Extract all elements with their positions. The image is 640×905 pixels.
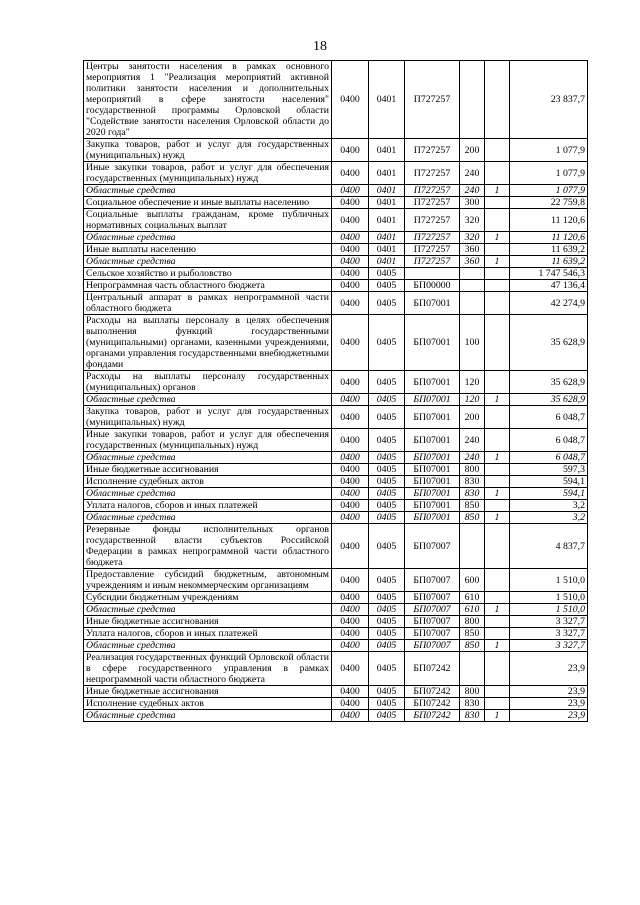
expense-type-cell: 120	[460, 394, 485, 406]
target-article-cell: БП07242	[405, 652, 460, 686]
expense-type-cell: 850	[460, 512, 485, 524]
expense-type-cell	[460, 524, 485, 569]
expense-type-cell	[460, 292, 485, 315]
table-row	[84, 256, 588, 268]
row-name-cell: Центры занятости населения в рамках основного мероприятия 1 "Реализация мероприятий активной политики занятости населения и дополнительных мероприятий в сфере занятости населения" государственной программы Орловской области "Содействие занятости населения Орловской области до 2020 года"	[84, 61, 332, 139]
subsection-code-cell: 0405	[369, 268, 405, 280]
target-article-cell: БП07001	[405, 292, 460, 315]
row-name-cell: Иные бюджетные ассигнования	[84, 616, 332, 628]
section-code-cell: 0400	[332, 429, 369, 452]
row-name-cell: Иные бюджетные ассигнования	[84, 686, 332, 698]
subsection-code-cell: 0405	[369, 710, 405, 722]
funding-source-cell	[485, 476, 510, 488]
funding-source-cell	[485, 429, 510, 452]
amount-cell: 6 048,7	[510, 452, 588, 464]
section-code-cell: 0400	[332, 604, 369, 616]
table-row	[84, 315, 588, 371]
row-name-cell: Иные закупки товаров, работ и услуг для обеспечения государственных (муниципальных) нужд	[84, 162, 332, 185]
section-code-cell: 0400	[332, 232, 369, 244]
row-name-cell: Субсидии бюджетным учреждениям	[84, 592, 332, 604]
amount-cell: 1 077,9	[510, 185, 588, 197]
subsection-code-cell: 0401	[369, 232, 405, 244]
section-code-cell: 0400	[332, 61, 369, 139]
section-code-cell: 0400	[332, 139, 369, 162]
funding-source-cell	[485, 162, 510, 185]
amount-cell: 3,2	[510, 500, 588, 512]
row-name-cell: Областные средства	[84, 640, 332, 652]
target-article-cell: БП07001	[405, 464, 460, 476]
funding-source-cell: 1	[485, 488, 510, 500]
row-name-cell: Областные средства	[84, 710, 332, 722]
amount-cell: 23,9	[510, 710, 588, 722]
table-row	[84, 604, 588, 616]
target-article-cell: БП07007	[405, 616, 460, 628]
table-row	[84, 232, 588, 244]
target-article-cell: П727257	[405, 197, 460, 209]
target-article-cell: П727257	[405, 185, 460, 197]
subsection-code-cell: 0401	[369, 162, 405, 185]
funding-source-cell	[485, 616, 510, 628]
subsection-code-cell: 0401	[369, 197, 405, 209]
row-name-cell: Иные бюджетные ассигнования	[84, 464, 332, 476]
amount-cell: 11 639,2	[510, 256, 588, 268]
section-code-cell: 0400	[332, 652, 369, 686]
table-row	[84, 452, 588, 464]
target-article-cell: БП07007	[405, 640, 460, 652]
target-article-cell: БП07007	[405, 524, 460, 569]
subsection-code-cell: 0405	[369, 476, 405, 488]
section-code-cell: 0400	[332, 406, 369, 429]
row-name-cell: Закупка товаров, работ и услуг для государственных (муниципальных) нужд	[84, 139, 332, 162]
budget-table	[83, 60, 588, 722]
funding-source-cell: 1	[485, 394, 510, 406]
table-row	[84, 197, 588, 209]
section-code-cell: 0400	[332, 464, 369, 476]
subsection-code-cell: 0405	[369, 698, 405, 710]
table-row	[84, 569, 588, 592]
section-code-cell: 0400	[332, 569, 369, 592]
section-code-cell: 0400	[332, 710, 369, 722]
funding-source-cell: 1	[485, 710, 510, 722]
subsection-code-cell: 0401	[369, 209, 405, 232]
section-code-cell: 0400	[332, 512, 369, 524]
table-row	[84, 268, 588, 280]
amount-cell: 35 628,9	[510, 371, 588, 394]
table-row	[84, 406, 588, 429]
table-row	[84, 464, 588, 476]
table-row	[84, 280, 588, 292]
funding-source-cell	[485, 698, 510, 710]
amount-cell: 3 327,7	[510, 616, 588, 628]
funding-source-cell	[485, 139, 510, 162]
subsection-code-cell: 0405	[369, 406, 405, 429]
funding-source-cell	[485, 292, 510, 315]
amount-cell: 3 327,7	[510, 628, 588, 640]
section-code-cell: 0400	[332, 394, 369, 406]
expense-type-cell: 320	[460, 209, 485, 232]
expense-type-cell	[460, 61, 485, 139]
funding-source-cell	[485, 628, 510, 640]
target-article-cell: БП07007	[405, 604, 460, 616]
expense-type-cell: 850	[460, 628, 485, 640]
row-name-cell: Областные средства	[84, 512, 332, 524]
expense-type-cell: 830	[460, 698, 485, 710]
expense-type-cell: 200	[460, 406, 485, 429]
target-article-cell: БП00000	[405, 280, 460, 292]
funding-source-cell	[485, 592, 510, 604]
amount-cell: 23,9	[510, 686, 588, 698]
expense-type-cell: 610	[460, 604, 485, 616]
table-row	[84, 162, 588, 185]
amount-cell: 35 628,9	[510, 394, 588, 406]
amount-cell: 22 759,8	[510, 197, 588, 209]
table-row	[84, 652, 588, 686]
funding-source-cell	[485, 524, 510, 569]
table-row	[84, 524, 588, 569]
subsection-code-cell: 0401	[369, 256, 405, 268]
target-article-cell: БП07001	[405, 315, 460, 371]
table-row	[84, 698, 588, 710]
target-article-cell: БП07001	[405, 429, 460, 452]
subsection-code-cell: 0401	[369, 61, 405, 139]
target-article-cell: П727257	[405, 232, 460, 244]
row-name-cell: Уплата налогов, сборов и иных платежей	[84, 628, 332, 640]
subsection-code-cell: 0405	[369, 464, 405, 476]
amount-cell: 35 628,9	[510, 315, 588, 371]
row-name-cell: Иные закупки товаров, работ и услуг для обеспечения государственных (муниципальных) нужд	[84, 429, 332, 452]
row-name-cell: Непрограммная часть областного бюджета	[84, 280, 332, 292]
amount-cell: 1 077,9	[510, 162, 588, 185]
section-code-cell: 0400	[332, 698, 369, 710]
target-article-cell: БП07001	[405, 394, 460, 406]
section-code-cell: 0400	[332, 628, 369, 640]
section-code-cell: 0400	[332, 197, 369, 209]
row-name-cell: Областные средства	[84, 604, 332, 616]
table-row	[84, 394, 588, 406]
table-row	[84, 429, 588, 452]
row-name-cell: Социальное обеспечение и иные выплаты населению	[84, 197, 332, 209]
expense-type-cell: 320	[460, 232, 485, 244]
row-name-cell: Областные средства	[84, 452, 332, 464]
expense-type-cell: 200	[460, 139, 485, 162]
section-code-cell: 0400	[332, 488, 369, 500]
funding-source-cell	[485, 406, 510, 429]
amount-cell: 1 077,9	[510, 139, 588, 162]
amount-cell: 1 510,0	[510, 569, 588, 592]
expense-type-cell: 830	[460, 710, 485, 722]
target-article-cell: БП07001	[405, 500, 460, 512]
amount-cell: 594,1	[510, 476, 588, 488]
funding-source-cell	[485, 464, 510, 476]
subsection-code-cell: 0405	[369, 652, 405, 686]
section-code-cell: 0400	[332, 268, 369, 280]
section-code-cell: 0400	[332, 500, 369, 512]
amount-cell: 23,9	[510, 652, 588, 686]
amount-cell: 3,2	[510, 512, 588, 524]
amount-cell: 1 510,0	[510, 592, 588, 604]
amount-cell: 4 837,7	[510, 524, 588, 569]
funding-source-cell	[485, 280, 510, 292]
target-article-cell: П727257	[405, 244, 460, 256]
expense-type-cell: 240	[460, 452, 485, 464]
target-article-cell: БП07001	[405, 476, 460, 488]
target-article-cell: П727257	[405, 139, 460, 162]
target-article-cell: БП07001	[405, 371, 460, 394]
row-name-cell: Реализация государственных функций Орловской области в сфере государственного управления в рамках непрограммной части областного бюджета	[84, 652, 332, 686]
funding-source-cell: 1	[485, 185, 510, 197]
amount-cell: 594,1	[510, 488, 588, 500]
subsection-code-cell: 0405	[369, 616, 405, 628]
target-article-cell: БП07242	[405, 710, 460, 722]
row-name-cell: Областные средства	[84, 232, 332, 244]
table-row	[84, 628, 588, 640]
table-row	[84, 710, 588, 722]
section-code-cell: 0400	[332, 256, 369, 268]
target-article-cell: БП07007	[405, 628, 460, 640]
subsection-code-cell: 0405	[369, 488, 405, 500]
table-row	[84, 292, 588, 315]
section-code-cell: 0400	[332, 185, 369, 197]
row-name-cell: Социальные выплаты гражданам, кроме публичных нормативных социальных выплат	[84, 209, 332, 232]
table-row	[84, 592, 588, 604]
section-code-cell: 0400	[332, 524, 369, 569]
expense-type-cell: 830	[460, 476, 485, 488]
amount-cell: 23 837,7	[510, 61, 588, 139]
subsection-code-cell: 0405	[369, 452, 405, 464]
funding-source-cell	[485, 61, 510, 139]
row-name-cell: Исполнение судебных актов	[84, 698, 332, 710]
amount-cell: 42 274,9	[510, 292, 588, 315]
section-code-cell: 0400	[332, 162, 369, 185]
expense-type-cell: 600	[460, 569, 485, 592]
funding-source-cell: 1	[485, 452, 510, 464]
section-code-cell: 0400	[332, 476, 369, 488]
table-row	[84, 640, 588, 652]
expense-type-cell: 100	[460, 315, 485, 371]
funding-source-cell	[485, 652, 510, 686]
row-name-cell: Областные средства	[84, 488, 332, 500]
section-code-cell: 0400	[332, 452, 369, 464]
expense-type-cell: 240	[460, 429, 485, 452]
target-article-cell: П727257	[405, 209, 460, 232]
target-article-cell: БП07001	[405, 512, 460, 524]
table-row	[84, 512, 588, 524]
page-number: 18	[313, 39, 327, 54]
row-name-cell: Расходы на выплаты персоналу в целях обеспечения выполнения функций государственными (муниципальными) органами, казенными учреждениями, органами управления государственными внебюджетными фондами	[84, 315, 332, 371]
table-row	[84, 488, 588, 500]
row-name-cell: Областные средства	[84, 185, 332, 197]
expense-type-cell: 300	[460, 197, 485, 209]
target-article-cell: БП07001	[405, 488, 460, 500]
amount-cell: 47 136,4	[510, 280, 588, 292]
subsection-code-cell: 0401	[369, 185, 405, 197]
section-code-cell: 0400	[332, 292, 369, 315]
funding-source-cell: 1	[485, 256, 510, 268]
funding-source-cell	[485, 569, 510, 592]
target-article-cell: П727257	[405, 256, 460, 268]
table-row	[84, 616, 588, 628]
subsection-code-cell: 0405	[369, 292, 405, 315]
expense-type-cell: 360	[460, 256, 485, 268]
expense-type-cell: 800	[460, 686, 485, 698]
section-code-cell: 0400	[332, 686, 369, 698]
subsection-code-cell: 0405	[369, 315, 405, 371]
subsection-code-cell: 0405	[369, 512, 405, 524]
section-code-cell: 0400	[332, 592, 369, 604]
table-row	[84, 476, 588, 488]
subsection-code-cell: 0405	[369, 592, 405, 604]
expense-type-cell: 850	[460, 500, 485, 512]
expense-type-cell	[460, 280, 485, 292]
funding-source-cell	[485, 209, 510, 232]
funding-source-cell	[485, 500, 510, 512]
expense-type-cell	[460, 652, 485, 686]
funding-source-cell: 1	[485, 604, 510, 616]
subsection-code-cell: 0405	[369, 524, 405, 569]
amount-cell: 11 639,2	[510, 244, 588, 256]
target-article-cell: БП07001	[405, 452, 460, 464]
subsection-code-cell: 0405	[369, 604, 405, 616]
row-name-cell: Расходы на выплаты персоналу государственных (муниципальных) органов	[84, 371, 332, 394]
section-code-cell: 0400	[332, 280, 369, 292]
row-name-cell: Закупка товаров, работ и услуг для государственных (муниципальных) нужд	[84, 406, 332, 429]
row-name-cell: Сельское хозяйство и рыболовство	[84, 268, 332, 280]
subsection-code-cell: 0401	[369, 244, 405, 256]
subsection-code-cell: 0405	[369, 686, 405, 698]
amount-cell: 6 048,7	[510, 429, 588, 452]
row-name-cell: Уплата налогов, сборов и иных платежей	[84, 500, 332, 512]
expense-type-cell: 120	[460, 371, 485, 394]
row-name-cell: Иные выплаты населению	[84, 244, 332, 256]
subsection-code-cell: 0405	[369, 640, 405, 652]
target-article-cell: БП07242	[405, 686, 460, 698]
amount-cell: 11 120,6	[510, 209, 588, 232]
section-code-cell: 0400	[332, 244, 369, 256]
section-code-cell: 0400	[332, 209, 369, 232]
expense-type-cell: 800	[460, 464, 485, 476]
amount-cell: 3 327,7	[510, 640, 588, 652]
target-article-cell: П727257	[405, 162, 460, 185]
funding-source-cell	[485, 197, 510, 209]
amount-cell: 6 048,7	[510, 406, 588, 429]
funding-source-cell	[485, 315, 510, 371]
expense-type-cell: 830	[460, 488, 485, 500]
target-article-cell: П727257	[405, 61, 460, 139]
section-code-cell: 0400	[332, 315, 369, 371]
row-name-cell: Центральный аппарат в рамках непрограммной части областного бюджета	[84, 292, 332, 315]
section-code-cell: 0400	[332, 616, 369, 628]
funding-source-cell: 1	[485, 512, 510, 524]
row-name-cell: Областные средства	[84, 394, 332, 406]
target-article-cell: БП07007	[405, 569, 460, 592]
amount-cell: 1 510,0	[510, 604, 588, 616]
expense-type-cell	[460, 268, 485, 280]
funding-source-cell: 1	[485, 640, 510, 652]
subsection-code-cell: 0405	[369, 371, 405, 394]
row-name-cell: Исполнение судебных актов	[84, 476, 332, 488]
expense-type-cell: 610	[460, 592, 485, 604]
table-row	[84, 500, 588, 512]
row-name-cell: Областные средства	[84, 256, 332, 268]
section-code-cell: 0400	[332, 640, 369, 652]
amount-cell: 1 747 546,3	[510, 268, 588, 280]
funding-source-cell	[485, 244, 510, 256]
amount-cell: 23,9	[510, 698, 588, 710]
table-row	[84, 371, 588, 394]
funding-source-cell	[485, 371, 510, 394]
funding-source-cell	[485, 686, 510, 698]
subsection-code-cell: 0405	[369, 569, 405, 592]
expense-type-cell: 800	[460, 616, 485, 628]
amount-cell: 11 120,6	[510, 232, 588, 244]
funding-source-cell	[485, 268, 510, 280]
amount-cell: 597,3	[510, 464, 588, 476]
table-row	[84, 686, 588, 698]
row-name-cell: Предоставление субсидий бюджетным, автономным учреждениям и иным некоммерческим организациям	[84, 569, 332, 592]
table-row	[84, 244, 588, 256]
budget-table-body	[84, 61, 588, 722]
subsection-code-cell: 0405	[369, 429, 405, 452]
expense-type-cell: 240	[460, 162, 485, 185]
target-article-cell: БП07007	[405, 592, 460, 604]
section-code-cell: 0400	[332, 371, 369, 394]
subsection-code-cell: 0405	[369, 500, 405, 512]
expense-type-cell: 240	[460, 185, 485, 197]
table-row	[84, 61, 588, 139]
expense-type-cell: 360	[460, 244, 485, 256]
subsection-code-cell: 0405	[369, 280, 405, 292]
row-name-cell: Резервные фонды исполнительных органов государственной власти субъектов Российской Федерации в рамках непрограммной части областного бюджета	[84, 524, 332, 569]
subsection-code-cell: 0401	[369, 139, 405, 162]
funding-source-cell: 1	[485, 232, 510, 244]
subsection-code-cell: 0405	[369, 394, 405, 406]
table-row	[84, 185, 588, 197]
subsection-code-cell: 0405	[369, 628, 405, 640]
expense-type-cell: 850	[460, 640, 485, 652]
table-row	[84, 139, 588, 162]
table-row	[84, 209, 588, 232]
target-article-cell	[405, 268, 460, 280]
target-article-cell: БП07001	[405, 406, 460, 429]
target-article-cell: БП07242	[405, 698, 460, 710]
